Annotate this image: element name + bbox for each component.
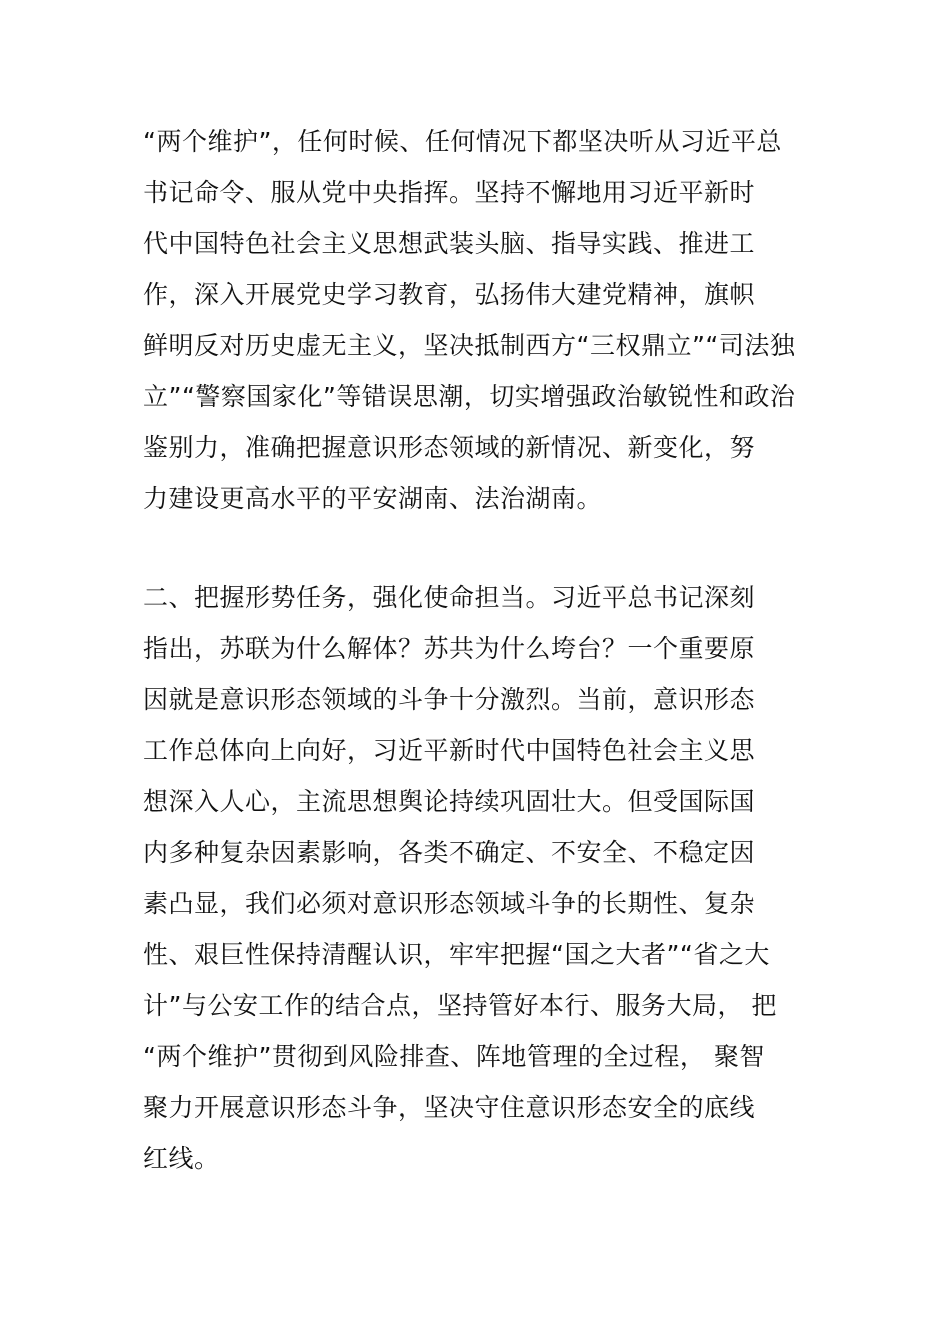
paragraph-line: 红线。 <box>143 1144 220 1173</box>
paragraph-line: 内多种复杂因素影响，各类不确定、不安全、不稳定因 <box>143 838 756 867</box>
paragraph-line: 力建设更高水平的平安湖南、法治湖南。 <box>143 484 603 513</box>
paragraph-line: “两个维护”，任何时候、任何情况下都坚决听从习近平总 <box>143 127 782 156</box>
paragraph-line: 工作总体向上向好，习近平新时代中国特色社会主义思 <box>143 736 756 765</box>
paragraph-line: 想深入人心，主流思想舆论持续巩固壮大。但受国际国 <box>143 787 756 816</box>
paragraph-line: 鉴别力，准确把握意识形态领域的新情况、新变化，努 <box>143 433 756 462</box>
paragraph-line: 计”与公安工作的结合点，坚持管好本行、服务大局， 把 <box>143 991 777 1020</box>
paragraph-line: 性、艰巨性保持清醒认识，牢牢把握“国之大者”“省之大 <box>143 940 770 969</box>
paragraph-line: 聚力开展意识形态斗争，坚决守住意识形态安全的底线 <box>143 1093 756 1122</box>
paragraph-line: 书记命令、服从党中央指挥。坚持不懈地用习近平新时 <box>143 178 756 207</box>
paragraph-line: 二、把握形势任务，强化使命担当。习近平总书记深刻 <box>143 583 756 612</box>
paragraph-line: 指出，苏联为什么解体？苏共为什么垮台？一个重要原 <box>143 634 756 663</box>
paragraph-line: “两个维护”贯彻到风险排查、阵地管理的全过程， 聚智 <box>143 1042 765 1071</box>
paragraph-line: 代中国特色社会主义思想武装头脑、指导实践、推进工 <box>143 229 756 258</box>
paragraph-line: 因就是意识形态领域的斗争十分激烈。当前，意识形态 <box>143 685 756 714</box>
paragraph-line: 作，深入开展党史学习教育，弘扬伟大建党精神，旗帜 <box>143 280 756 309</box>
paragraph-line: 立”“警察国家化”等错误思潮，切实增强政治敏锐性和政治 <box>143 382 796 411</box>
paragraph-line: 素凸显，我们必须对意识形态领域斗争的长期性、复杂 <box>143 889 756 918</box>
paragraph-line: 鲜明反对历史虚无主义，坚决抵制西方“三权鼎立”“司法独 <box>143 331 796 360</box>
